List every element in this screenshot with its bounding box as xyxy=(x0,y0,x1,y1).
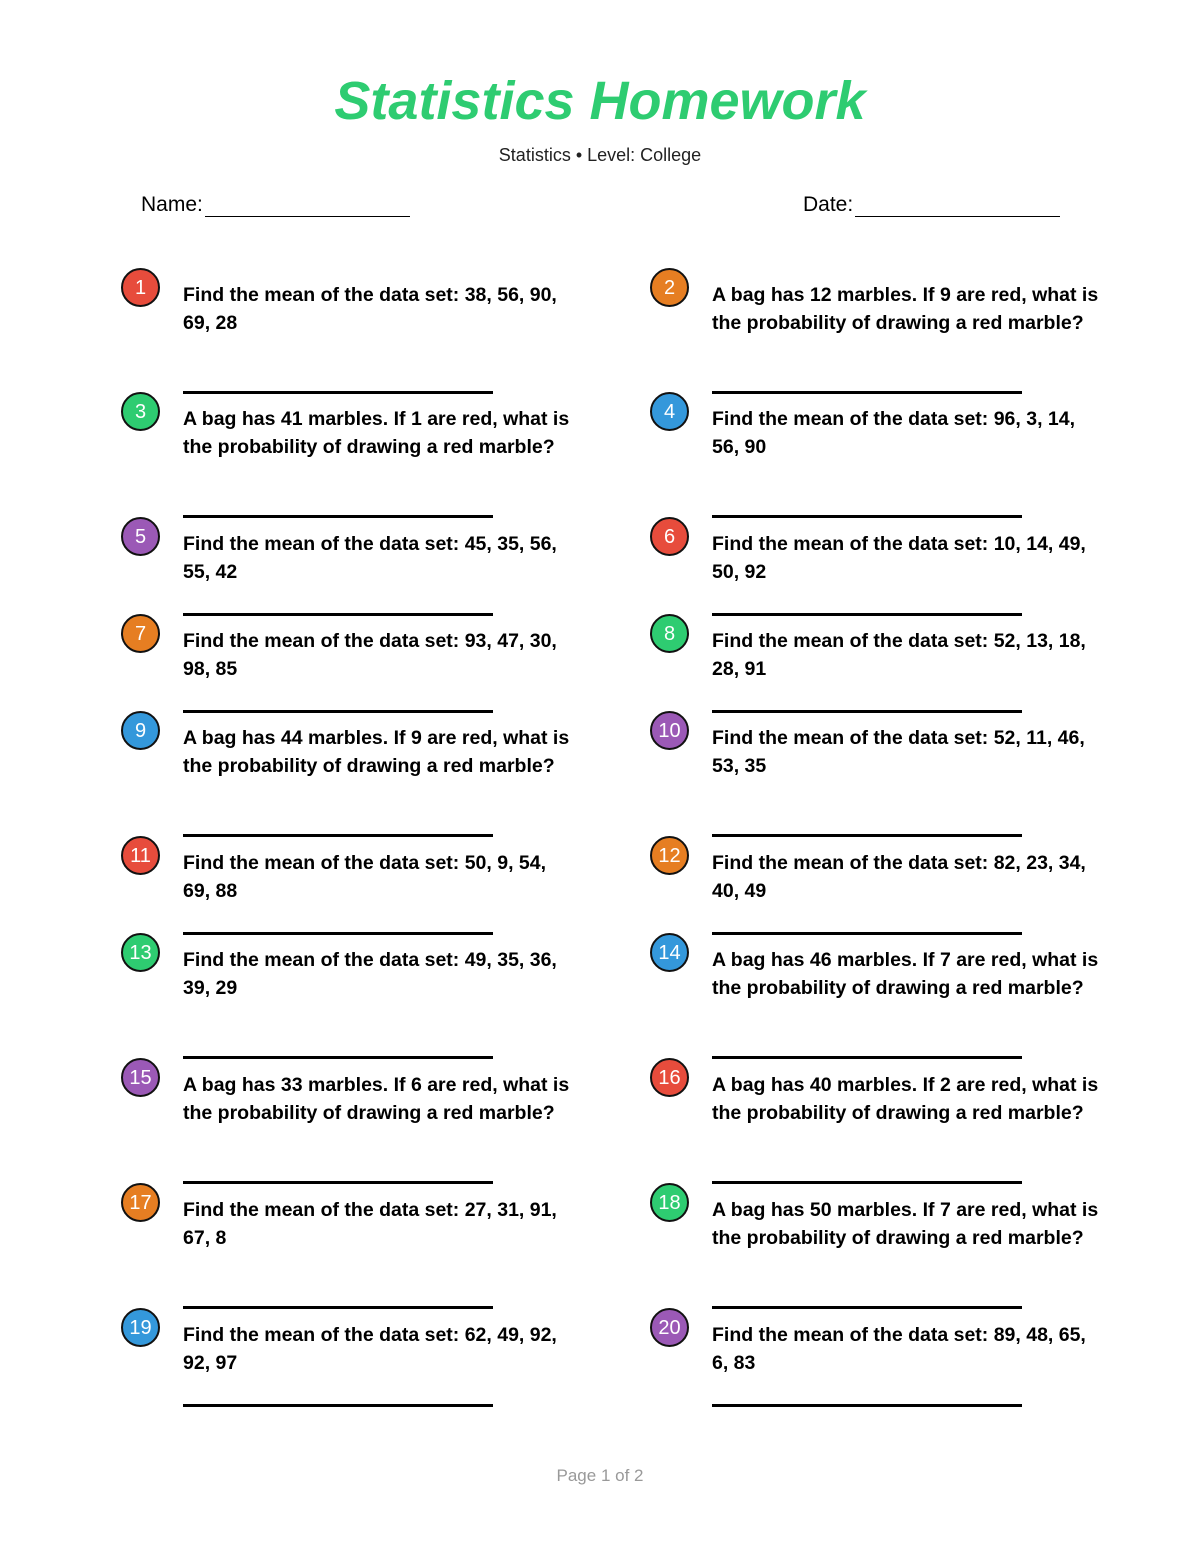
problem-number-badge: 2 xyxy=(650,268,689,307)
problem-text: Find the mean of the data set: 45, 35, 56, 55, 42 xyxy=(183,533,557,583)
problem-number-badge: 1 xyxy=(121,268,160,307)
problem-number-badge: 10 xyxy=(650,711,689,750)
problem-number-badge: 4 xyxy=(650,392,689,431)
problem-number-badge: 3 xyxy=(121,392,160,431)
problem-number-badge: 11 xyxy=(121,836,160,875)
problem-text: A bag has 41 marbles. If 1 are red, what is the probability of drawing a red marble? xyxy=(183,408,570,458)
name-label: Name: xyxy=(141,193,203,216)
answer-line[interactable] xyxy=(712,834,1022,837)
problem-text: Find the mean of the data set: 96, 3, 14, 56, 90 xyxy=(712,408,1076,458)
problem-number-badge: 12 xyxy=(650,836,689,875)
problem-text: A bag has 50 marbles. If 7 are red, what is the probability of drawing a red marble? xyxy=(712,1199,1099,1249)
page-number: Page 1 of 2 xyxy=(556,1466,644,1485)
problem-number-badge: 8 xyxy=(650,614,689,653)
problem-number-badge: 18 xyxy=(650,1183,689,1222)
problem-text: A bag has 46 marbles. If 7 are red, what is the probability of drawing a red marble? xyxy=(712,949,1099,999)
answer-line[interactable] xyxy=(183,710,493,713)
date-label: Date: xyxy=(803,193,854,216)
answer-line[interactable] xyxy=(712,1306,1022,1309)
answer-line[interactable] xyxy=(712,391,1022,394)
problem-number-badge: 6 xyxy=(650,517,689,556)
problem-number-badge: 20 xyxy=(650,1308,689,1347)
answer-line[interactable] xyxy=(183,1181,493,1184)
problem-number-badge: 7 xyxy=(121,614,160,653)
answer-line[interactable] xyxy=(712,1056,1022,1059)
problem-number-badge: 15 xyxy=(121,1058,160,1097)
problem-number-badge: 19 xyxy=(121,1308,160,1347)
answer-line[interactable] xyxy=(183,391,493,394)
problem-text: Find the mean of the data set: 27, 31, 91, 67, 8 xyxy=(183,1199,557,1249)
problem-number-badge: 9 xyxy=(121,711,160,750)
answer-line[interactable] xyxy=(712,710,1022,713)
answer-line[interactable] xyxy=(712,515,1022,518)
date-blank-line[interactable] xyxy=(855,194,1060,217)
problem-text: Find the mean of the data set: 52, 11, 46, 53, 35 xyxy=(712,727,1085,777)
problem-number-badge: 17 xyxy=(121,1183,160,1222)
answer-line[interactable] xyxy=(712,932,1022,935)
name-field[interactable] xyxy=(141,193,410,217)
problem-text: A bag has 40 marbles. If 2 are red, what is the probability of drawing a red marble? xyxy=(712,1074,1099,1124)
problem-text: Find the mean of the data set: 52, 13, 18, 28, 91 xyxy=(712,630,1086,680)
answer-line[interactable] xyxy=(183,1404,493,1407)
problem-number-badge: 5 xyxy=(121,517,160,556)
answer-line[interactable] xyxy=(183,1306,493,1309)
answer-line[interactable] xyxy=(712,1181,1022,1184)
problem-text: Find the mean of the data set: 49, 35, 36, 39, 29 xyxy=(183,949,557,999)
problem-text: Find the mean of the data set: 62, 49, 92, 92, 97 xyxy=(183,1324,557,1374)
problem-number-badge: 14 xyxy=(650,933,689,972)
problem-text: Find the mean of the data set: 38, 56, 90, 69, 28 xyxy=(183,284,557,334)
answer-line[interactable] xyxy=(712,613,1022,616)
problem-text: Find the mean of the data set: 82, 23, 34, 40, 49 xyxy=(712,852,1086,902)
worksheet-subtitle: Statistics • Level: College xyxy=(498,145,702,165)
problem-text: Find the mean of the data set: 93, 47, 30, 98, 85 xyxy=(183,630,557,680)
answer-line[interactable] xyxy=(183,613,493,616)
name-blank-line[interactable] xyxy=(205,194,410,217)
problem-number-badge: 13 xyxy=(121,933,160,972)
worksheet-title: Statistics Homework xyxy=(334,71,866,131)
answer-line[interactable] xyxy=(712,1404,1022,1407)
problem-text: A bag has 33 marbles. If 6 are red, what is the probability of drawing a red marble? xyxy=(183,1074,570,1124)
answer-line[interactable] xyxy=(183,515,493,518)
answer-line[interactable] xyxy=(183,1056,493,1059)
problem-text: Find the mean of the data set: 50, 9, 54, 69, 88 xyxy=(183,852,547,902)
answer-line[interactable] xyxy=(183,834,493,837)
answer-line[interactable] xyxy=(183,932,493,935)
problem-text: Find the mean of the data set: 89, 48, 65, 6, 83 xyxy=(712,1324,1086,1374)
problem-number-badge: 16 xyxy=(650,1058,689,1097)
problem-text: Find the mean of the data set: 10, 14, 49, 50, 92 xyxy=(712,533,1086,583)
problem-text: A bag has 44 marbles. If 9 are red, what is the probability of drawing a red marble? xyxy=(183,727,570,777)
problem-text: A bag has 12 marbles. If 9 are red, what is the probability of drawing a red marble? xyxy=(712,284,1099,334)
date-field[interactable] xyxy=(803,193,1060,217)
